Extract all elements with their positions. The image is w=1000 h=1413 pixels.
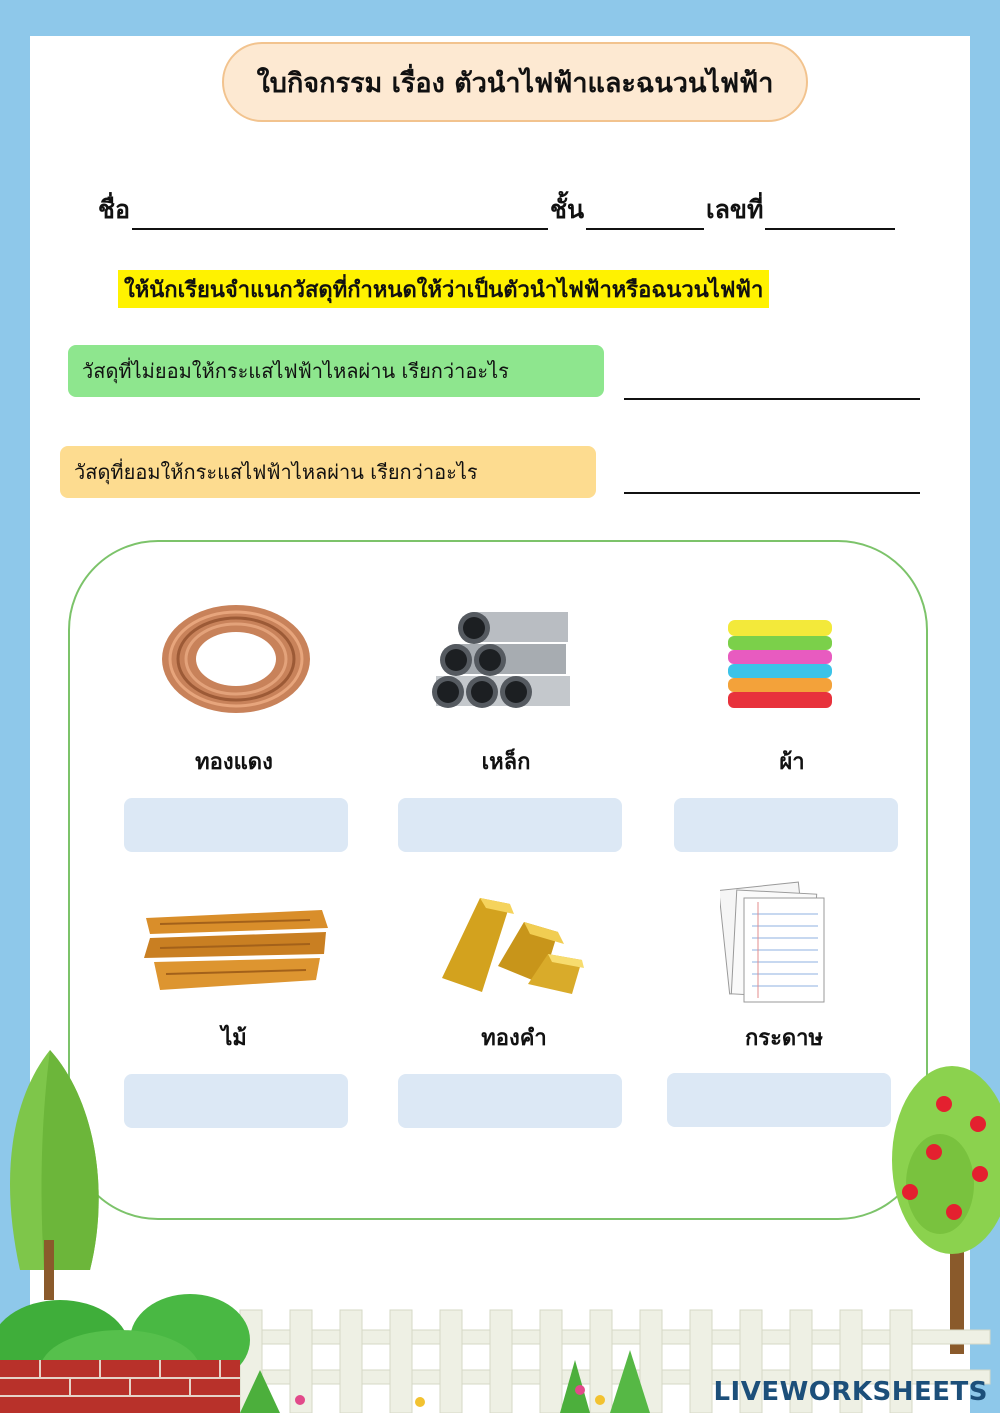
answer-box-iron[interactable] <box>398 798 622 852</box>
question-insulator-text: วัสดุที่ไม่ยอมให้กระแสไฟฟ้าไหลผ่าน เรียกว่าอะไร <box>82 359 509 383</box>
paper-sheets-icon <box>720 880 830 1008</box>
liveworksheets-logo: LIVEWORKSHEETS <box>713 1377 988 1407</box>
answer-box-gold[interactable] <box>398 1074 622 1128</box>
material-label-paper: กระดาษ <box>744 1026 824 1051</box>
material-label-cloth: ผ้า <box>779 750 805 775</box>
question-insulator <box>68 345 604 397</box>
steel-pipes-icon <box>432 608 574 714</box>
copper-wire-coil-icon <box>158 602 314 716</box>
worksheet-title-text: ใบกิจกรรม เรื่อง ตัวนำไฟฟ้าและฉนวนไฟฟ้า <box>256 67 774 99</box>
question-conductor <box>60 446 596 498</box>
name-label: ชื่อ <box>98 195 130 224</box>
material-label-copper: ทองแดง <box>195 750 273 775</box>
answer-box-copper[interactable] <box>124 798 348 852</box>
question-conductor-text: วัสดุที่ยอมให้กระแสไฟฟ้าไหลผ่าน เรียกว่าอะไร <box>74 460 478 484</box>
answer-box-wood[interactable] <box>124 1074 348 1128</box>
student-info-line <box>98 190 918 230</box>
class-field[interactable] <box>586 204 704 230</box>
instruction-text: ให้นักเรียนจำแนกวัสดุที่กำหนดให้ว่าเป็นตัวนำไฟฟ้าหรือฉนวนไฟฟ้า <box>118 270 769 308</box>
material-label-iron: เหล็ก <box>481 750 531 775</box>
material-label-wood: ไม้ <box>221 1026 247 1051</box>
number-field[interactable] <box>765 204 895 230</box>
answer-box-cloth[interactable] <box>674 798 898 852</box>
folded-cloth-icon <box>724 612 836 720</box>
material-label-gold: ทองคำ <box>481 1026 547 1051</box>
name-field[interactable] <box>132 204 548 230</box>
worksheet-title <box>222 42 808 122</box>
class-label: ชั้น <box>549 195 585 224</box>
answer-insulator-field[interactable] <box>624 398 920 400</box>
answer-box-paper[interactable] <box>667 1073 891 1127</box>
gold-bars-icon <box>432 892 586 1002</box>
answer-conductor-field[interactable] <box>624 492 920 494</box>
left-tree-icon <box>0 1040 110 1300</box>
number-label: เลขที่ <box>706 195 764 224</box>
wooden-planks-icon <box>140 904 330 996</box>
